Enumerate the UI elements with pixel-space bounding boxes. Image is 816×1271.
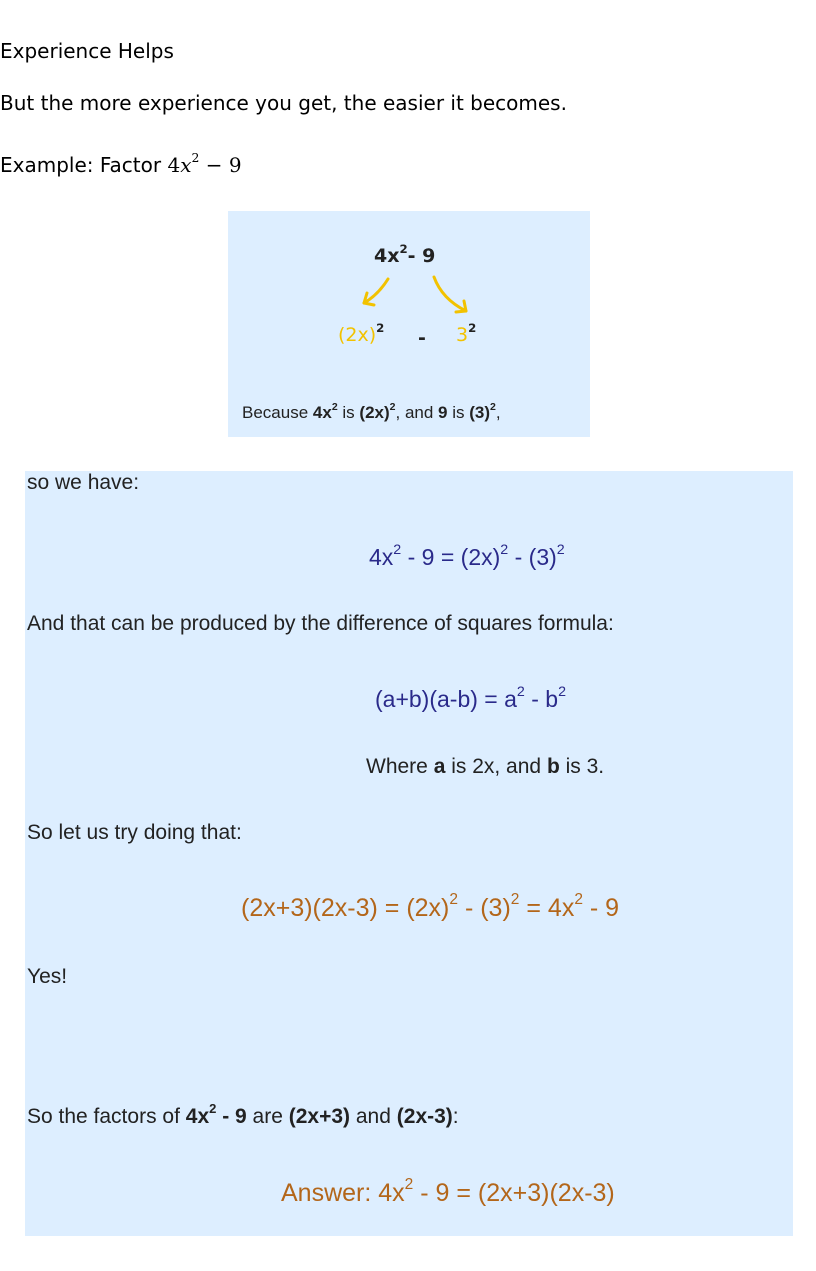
factoring-illustration [228, 211, 590, 437]
answer-equation: Answer: $4x^2 - 9 = (2x+3)(2x-3)$ [281, 1176, 615, 1207]
figure-caption: Because $4x^2$ is $(2x)^2$, and 9 is $(3)^2$, [242, 400, 501, 422]
figure-left-term: $(2x)^2$ [338, 320, 385, 346]
intro-text: But the more experience you get, the easier it becomes. [0, 91, 567, 115]
so-we-have-text: so we have: [27, 471, 140, 494]
explanation-panel [25, 471, 793, 1236]
where-text: Where a is 2x, and b is 3. [366, 755, 605, 778]
heading: Experience Helps [0, 39, 174, 63]
figure-right-term: $3^2$ [456, 320, 477, 346]
figure-expression: $4x^2-$ 9 [374, 241, 436, 267]
and-that-text: And that can be produced by the difference of squares formula: [27, 612, 614, 635]
equation-squares: $4x^2 - 9 = (2x)^2 - (3)^2$ [369, 542, 565, 570]
left-arrow-icon [364, 279, 388, 303]
figure-minus: - [418, 327, 426, 349]
yes-text: Yes! [27, 965, 68, 988]
example-line [0, 150, 242, 177]
try-text: So let us try doing that: [27, 821, 242, 844]
right-arrow-icon [434, 277, 466, 311]
example-label: Example: Factor [0, 153, 168, 177]
difference-of-squares-formula: $(a+b)(a-b) = a^2 - b^2$ [375, 684, 567, 712]
verification-equation: $(2x+3)(2x-3) = (2x)^2 - (3)^2 = 4x^2 - 9$ [241, 891, 620, 922]
factors-text: So the factors of $4x^2 - 9$ are (2x+3) and (2x-3): [27, 1101, 459, 1128]
example-expression: $4x^2 - 9$ [167, 150, 242, 177]
